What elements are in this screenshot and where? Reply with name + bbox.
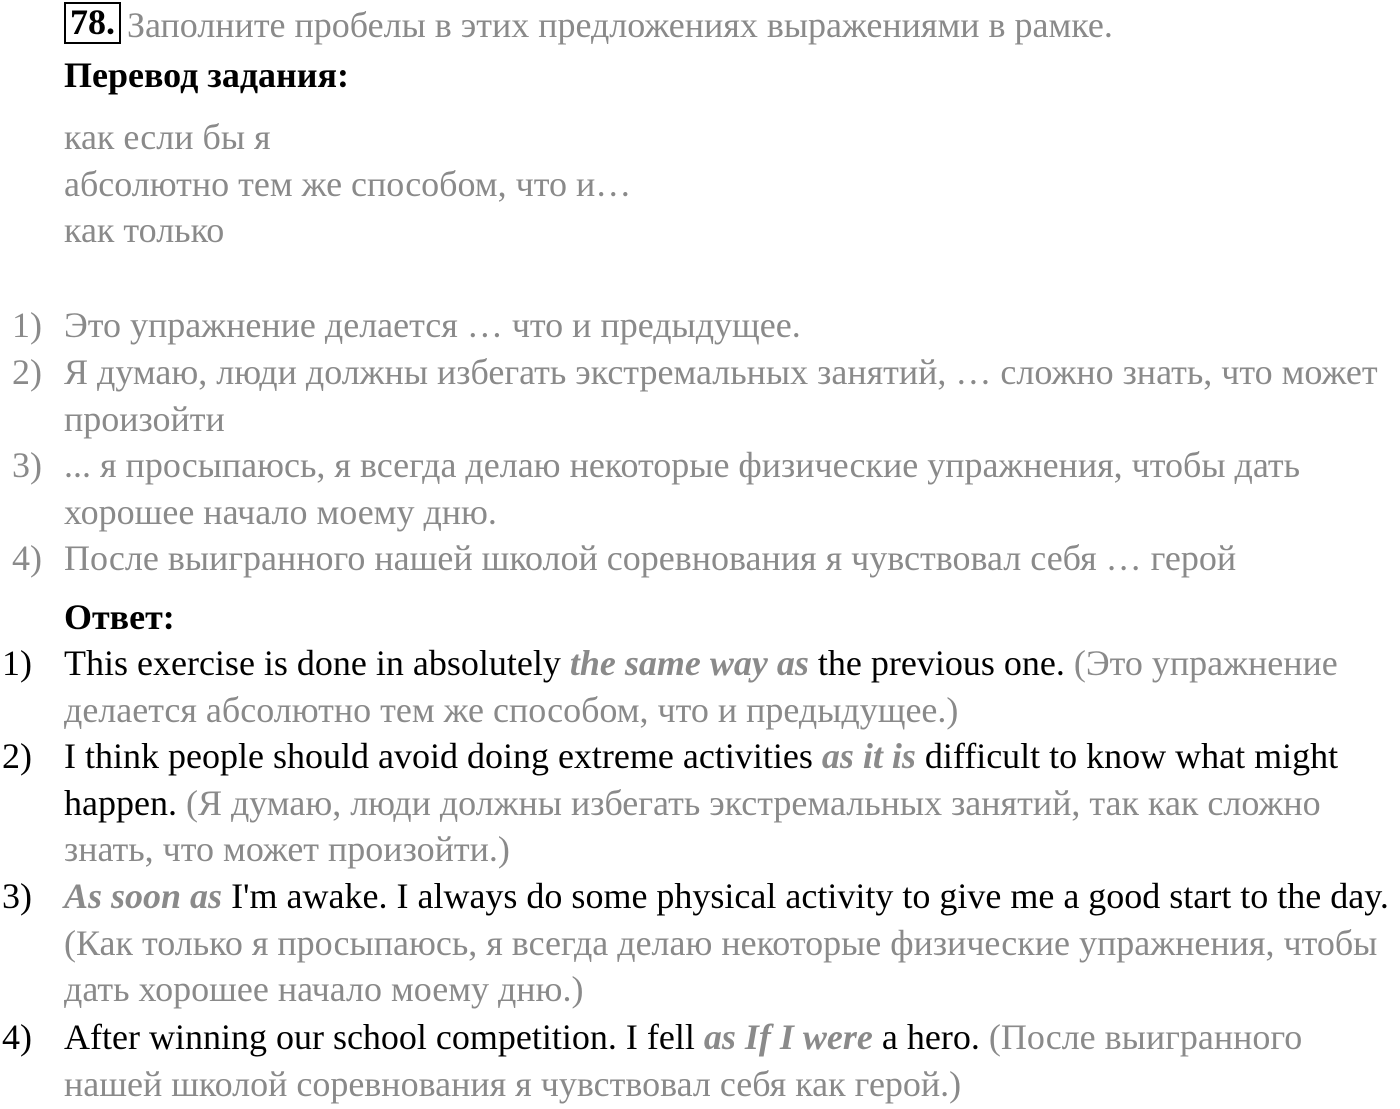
answer-translation: (Я думаю, люди должны избегать экстремальных занятий, так как сложно знать, что может произойти.) xyxy=(64,782,1321,869)
task-header xyxy=(64,2,1113,49)
item-text: Я думаю, люди должны избегать экстремальных занятий, … сложно знать, что может произойти xyxy=(64,352,1378,439)
answer-heading: Ответ: xyxy=(64,597,175,637)
answer-text: This exercise is done in absolutely the same way as the previous one. (Это упражнение делается абсолютно тем же способом, что и предыдущее.) xyxy=(64,643,1338,730)
translation-heading: Перевод задания: xyxy=(64,55,349,95)
answer-phrase: As soon as xyxy=(64,876,223,916)
item-text: После выигранного нашей школой соревнования я чувствовал себя … герой xyxy=(64,538,1237,578)
answer-text: After winning our school competition. I fell as If I were a hero. (После выигранного нашей школой соревнования я чувствовал себя как герой.) xyxy=(64,1017,1303,1104)
item-number: 3) xyxy=(12,445,42,485)
answer-translation: (Как только я просыпаюсь, я всегда делаю некоторые физические упражнения, чтобы дать хорошее начало моему дню.) xyxy=(64,922,1378,1009)
item-number: 4) xyxy=(12,538,42,578)
expression-list xyxy=(64,114,631,254)
answer-number: 4) xyxy=(2,1017,32,1057)
item-text: ... я просыпаюсь, я всегда делаю некоторые физические упражнения, чтобы дать хорошее начало моему дню. xyxy=(64,445,1301,532)
expression-item: абсолютно тем же способом, что и… xyxy=(64,163,632,204)
answer-phrase: as If I were xyxy=(703,1017,873,1057)
answer-phrase: the same way as xyxy=(569,643,809,683)
answer-number: 2) xyxy=(2,736,32,776)
task-instruction: Заполните пробелы в этих предложениях выражениями в рамке. xyxy=(127,5,1113,45)
answer-translation: (Это упражнение делается абсолютно тем же способом, что и предыдущее.) xyxy=(64,643,1338,730)
item-text: Это упражнение делается … что и предыдущее. xyxy=(64,305,801,345)
item-number: 1) xyxy=(12,305,42,345)
answer-translation: (После выигранного нашей школой соревнования я чувствовал себя как герой.) xyxy=(64,1017,1303,1104)
answer-text: I think people should avoid doing extreme activities as it is difficult to know what might happen. (Я думаю, люди должны избегать экстремальных занятий, так как сложно знать, что может произойти.) xyxy=(64,736,1339,869)
item-number: 2) xyxy=(12,352,42,392)
expression-item: как только xyxy=(64,210,225,250)
answer-number: 1) xyxy=(2,643,32,683)
task-number: 78. xyxy=(64,2,121,44)
answer-text: As soon as I'm awake. I always do some physical activity to give me a good start to the day. (Как только я просыпаюсь, я всегда делаю некоторые физические упражнения, чтобы дать хорошее начало моему дню.) xyxy=(64,876,1389,1009)
answer-phrase: as it is xyxy=(821,736,916,776)
answer-number: 3) xyxy=(2,876,32,916)
expression-item: как если бы я xyxy=(64,117,271,157)
